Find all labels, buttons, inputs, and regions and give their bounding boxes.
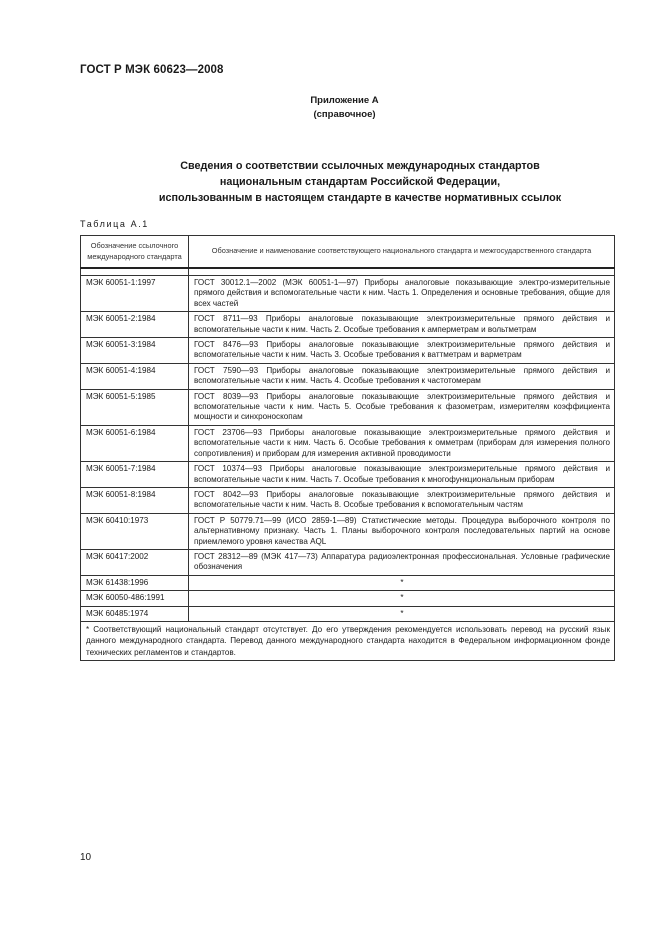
national-standard-desc: ГОСТ 8476—93 Приборы аналоговые показывающие электроизмерительные прямого действия и вспомогательные части к ним. Часть 3. Особые требования к ваттметрам и варметрам	[189, 338, 615, 364]
international-code: МЭК 60417:2002	[81, 549, 189, 575]
heading-line-2: национальным стандартам Российской Федерации,	[219, 176, 501, 188]
table-row	[81, 312, 615, 338]
appendix-type: (справочное)	[313, 109, 376, 120]
table-row	[81, 606, 615, 621]
table-row	[81, 338, 615, 364]
table-spacer-row	[81, 268, 615, 276]
table-row	[81, 549, 615, 575]
international-code: МЭК 60051-2:1984	[81, 312, 189, 338]
table-footnote: * Соответствующий национальный стандарт отсутствует. До его утверждения рекомендуется использовать перевод на русский язык данного международного стандарта. Перевод данного международного стандарта находится в Федеральном информационном фонде технических регламентов и стандартов.	[81, 621, 615, 661]
document-header: ГОСТ Р МЭК 60623—2008	[80, 64, 224, 76]
header-international-standard: Обозначение ссылочного международного стандарта	[81, 236, 189, 269]
national-standard-desc: ГОСТ 8039—93 Приборы аналоговые показывающие электроизмерительные прямого действия и вспомогательные части к ним. Часть 5. Особые требования к фазометрам, измерителям коэффициента мощности и синхроноскопам	[189, 389, 615, 425]
table-row	[81, 389, 615, 425]
international-code: МЭК 60051-4:1984	[81, 363, 189, 389]
table-row	[81, 575, 615, 590]
appendix-label: Приложение А	[310, 95, 379, 106]
header-national-standard: Обозначение и наименование соответствующего национального стандарта и межгосударственного стандарта	[189, 236, 615, 269]
national-standard-desc: ГОСТ 8711—93 Приборы аналоговые показывающие электроизмерительные прямого действия и вспомогательные части к ним. Часть 2. Особые требования к амперметрам и вольтметрам	[189, 312, 615, 338]
table-row	[81, 513, 615, 549]
table-row	[81, 487, 615, 513]
international-code: МЭК 60051-8:1984	[81, 487, 189, 513]
international-code: МЭК 60410:1973	[81, 513, 189, 549]
international-code: МЭК 60051-6:1984	[81, 425, 189, 461]
national-standard-desc: ГОСТ 23706—93 Приборы аналоговые показывающие электроизмерительные прямого действия и вспомогательные части к ним. Часть 6. Особые требования к омметрам (приборам для измерения полного сопротивления) и приборам для измерения активной проводимости	[189, 425, 615, 461]
international-code: МЭК 60051-3:1984	[81, 338, 189, 364]
table-caption: Таблица А.1	[80, 219, 149, 229]
international-code: МЭК 60050-486:1991	[81, 591, 189, 606]
heading-line-3: использованным в настоящем стандарте в качестве нормативных ссылок	[158, 192, 562, 204]
national-standard-desc: ГОСТ 28312—89 (МЭК 417—73) Аппаратура радиоэлектронная профессиональная. Условные графические обозначения	[189, 549, 615, 575]
national-standard-desc: ГОСТ 8042—93 Приборы аналоговые показывающие электроизмерительные прямого действия и вспомогательные части к ним. Часть 8. Особые требования к вспомогательным частям	[189, 487, 615, 513]
international-code: МЭК 60051-1:1997	[81, 276, 189, 312]
section-heading	[80, 158, 640, 206]
footnote-marker: *	[189, 606, 615, 621]
footnote-marker: *	[189, 575, 615, 590]
national-standard-desc: ГОСТ 10374—93 Приборы аналоговые показывающие электроизмерительные прямого действия и вспомогательные части к ним. Часть 7. Особые требования к многофункциональным приборам	[189, 462, 615, 488]
heading-line-1: Сведения о соответствии ссылочных международных стандартов	[180, 160, 540, 172]
national-standard-desc: ГОСТ 7590—93 Приборы аналоговые показывающие электроизмерительные прямого действия и вспомогательные части к ним. Часть 4. Особые требования к частотомерам	[189, 363, 615, 389]
footnote-marker: *	[189, 591, 615, 606]
national-standard-desc: ГОСТ 30012.1—2002 (МЭК 60051-1—97) Приборы аналоговые показывающие электро-измерительные прямого действия и вспомогательные части к ним. Часть 1. Определения и основные требования, общие для всех частей	[189, 276, 615, 312]
international-code: МЭК 60051-7:1984	[81, 462, 189, 488]
table-row	[81, 591, 615, 606]
table-row	[81, 363, 615, 389]
international-code: МЭК 60485:1974	[81, 606, 189, 621]
standards-table	[80, 235, 615, 661]
table-header-row	[81, 236, 615, 269]
national-standard-desc: ГОСТ Р 50779.71—99 (ИСО 2859-1—89) Статистические методы. Процедура выборочного контроля по альтернативному признаку. Часть 1. Планы выборочного контроля последовательных партий на основе приемлемого уровня качества AQL	[189, 513, 615, 549]
international-code: МЭК 61438:1996	[81, 575, 189, 590]
appendix-title	[0, 94, 661, 122]
table-row	[81, 276, 615, 312]
table-row	[81, 425, 615, 461]
page-number: 10	[80, 852, 92, 863]
table-row	[81, 462, 615, 488]
footnote-row	[81, 621, 615, 661]
international-code: МЭК 60051-5:1985	[81, 389, 189, 425]
